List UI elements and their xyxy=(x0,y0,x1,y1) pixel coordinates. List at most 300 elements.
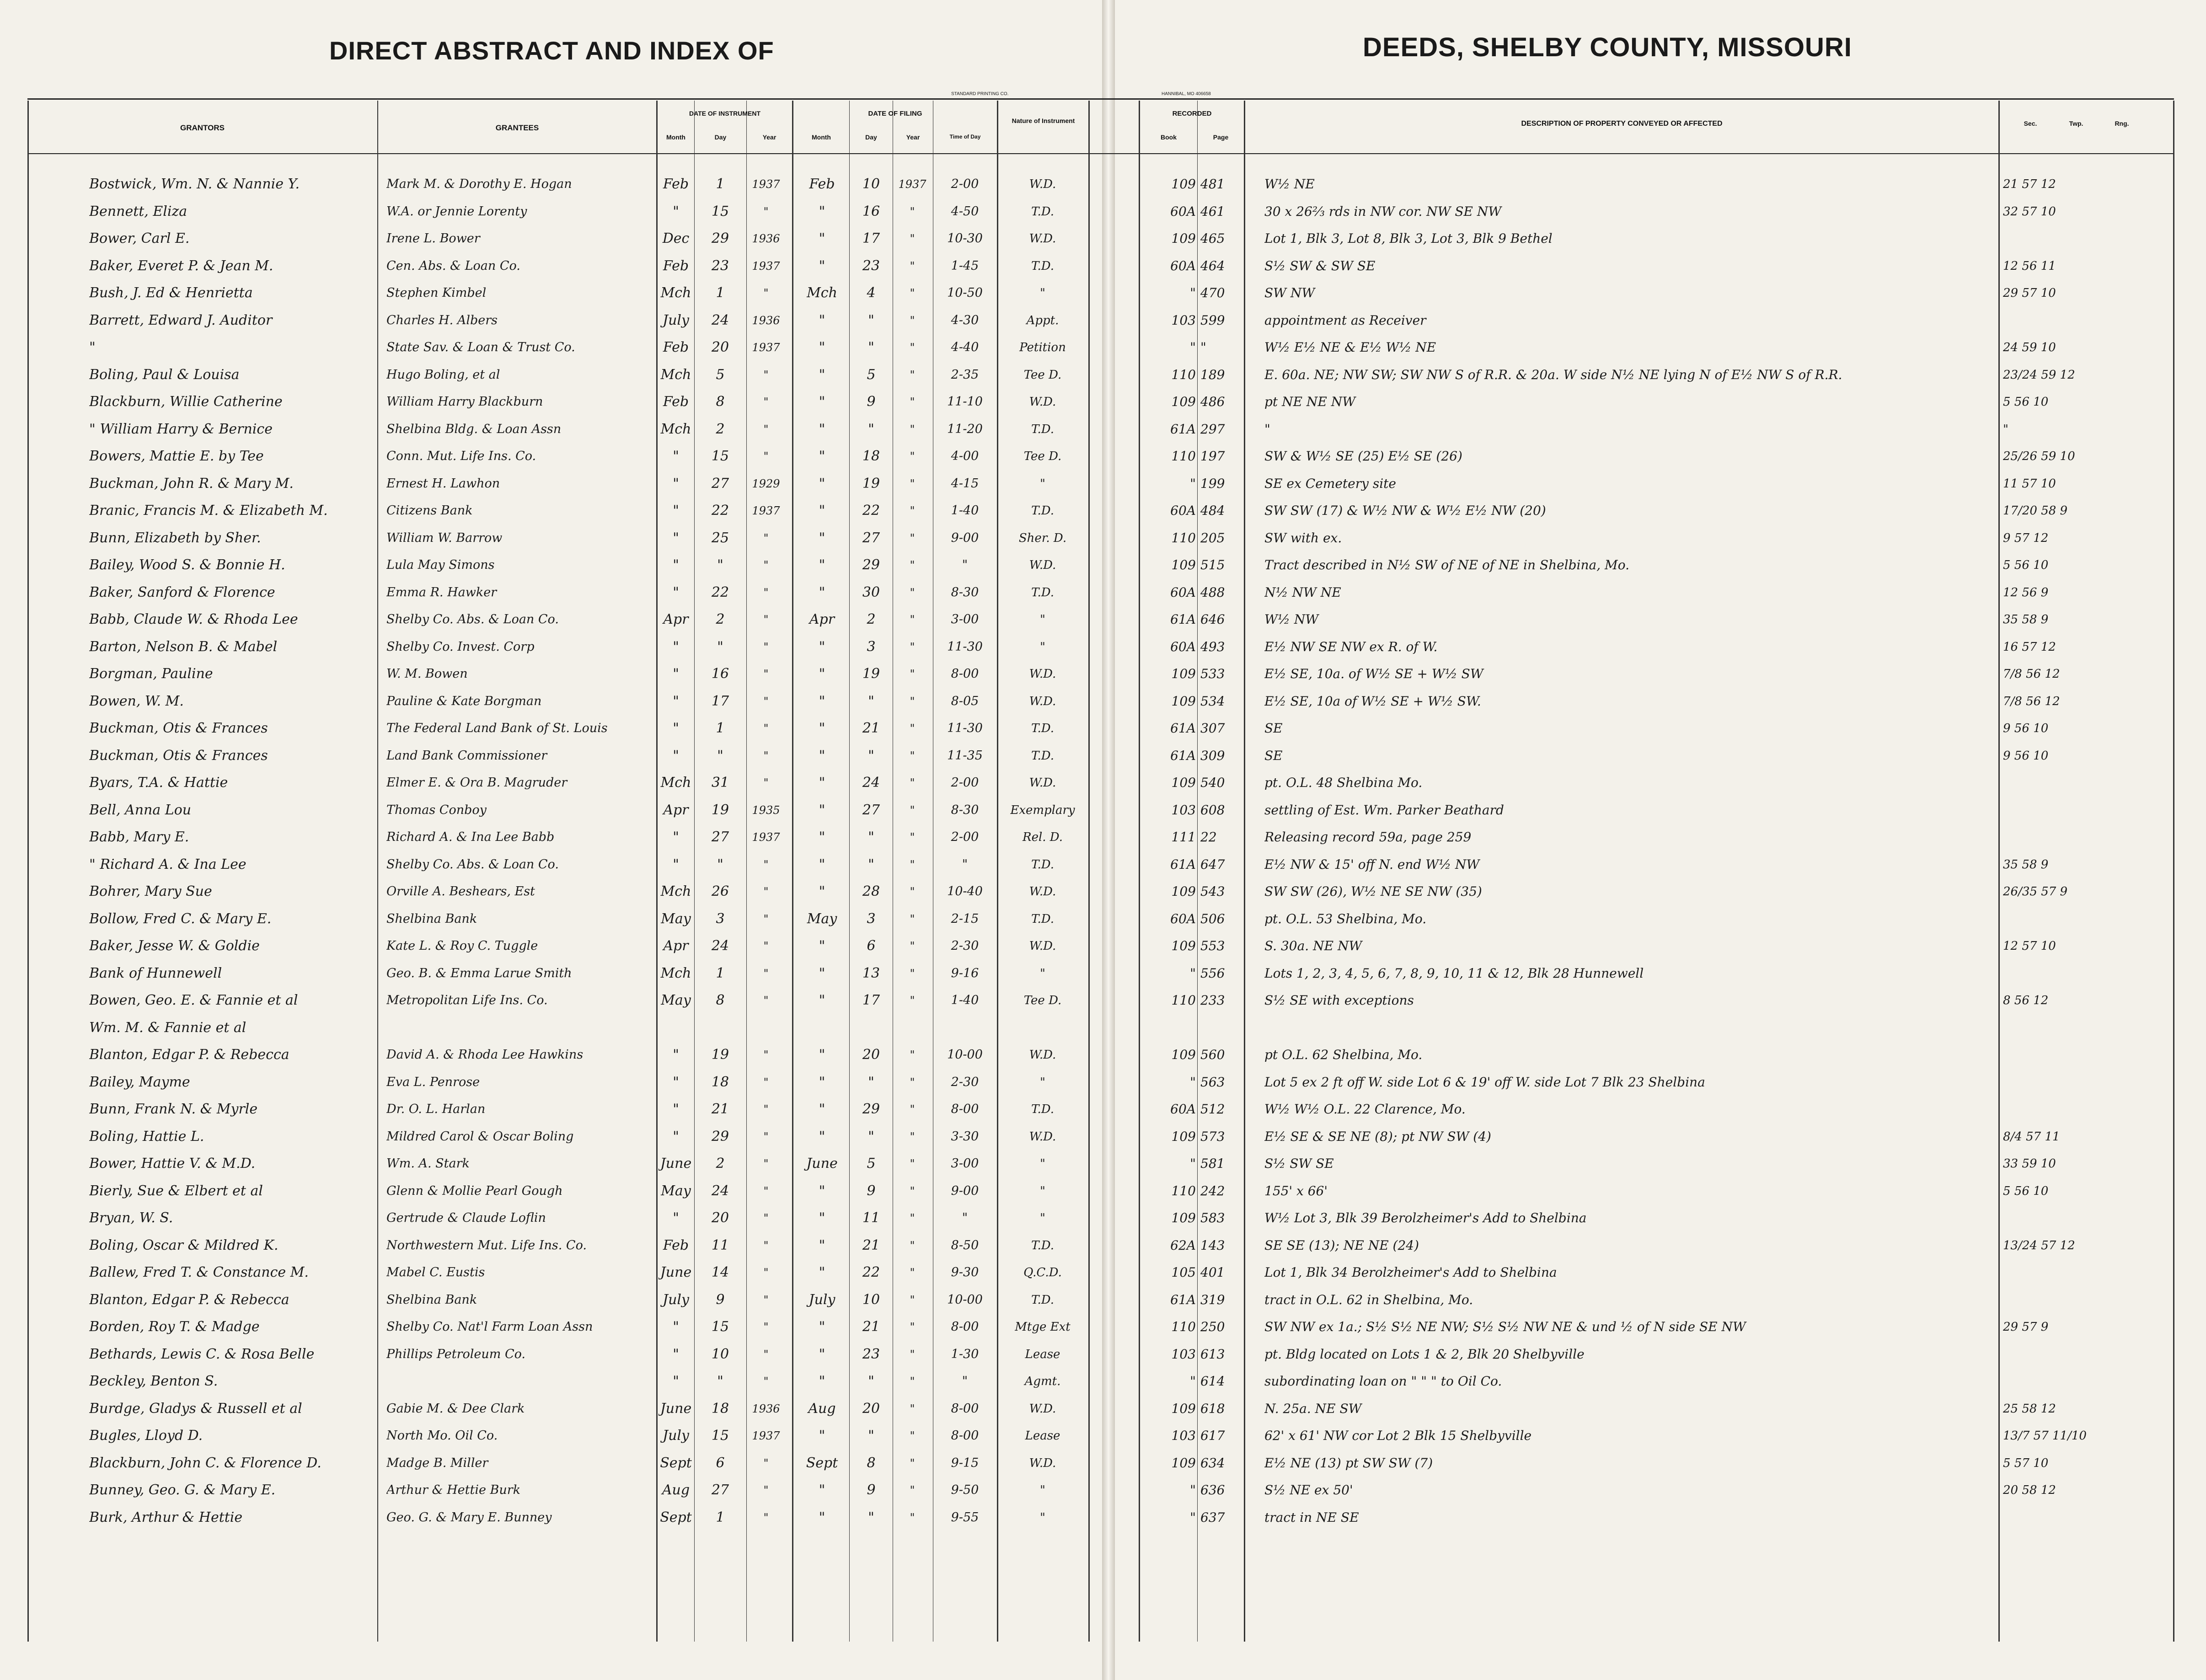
instrument-year-cell: " xyxy=(763,1157,769,1170)
filing-day-cell: 11 xyxy=(862,1210,880,1226)
filing-month-cell: June xyxy=(806,1156,838,1172)
header-description: DESCRIPTION OF PROPERTY CONVEYED OR AFFECTED xyxy=(1521,120,1723,128)
filing-year-cell: " xyxy=(910,1511,915,1524)
description-cell: 30 x 26⅔ rds in NW cor. NW SE NW xyxy=(1264,204,1502,219)
instrument-day-cell: 18 xyxy=(711,1074,729,1090)
page-cell: 512 xyxy=(1200,1102,1225,1117)
grantee-cell: W. M. Bowen xyxy=(386,667,468,681)
sec-twp-rng-cell: 8 56 12 xyxy=(2003,994,2049,1007)
grantee-cell: William W. Barrow xyxy=(386,531,503,545)
instrument-year-cell: 1929 xyxy=(752,477,780,490)
filing-time-cell: 4-40 xyxy=(951,340,979,354)
filing-time-cell: 2-00 xyxy=(951,830,979,844)
nature-cell: W.D. xyxy=(1029,395,1056,409)
grantee-cell: Eva L. Penrose xyxy=(386,1075,480,1089)
filing-month-cell: " xyxy=(819,557,825,573)
filing-day-cell: " xyxy=(868,856,874,872)
description-cell: N. 25a. NE SW xyxy=(1264,1401,1362,1416)
filing-day-cell: 19 xyxy=(862,476,880,492)
page-cell: 484 xyxy=(1200,503,1225,518)
grantor-cell: Barton, Nelson B. & Mabel xyxy=(89,639,278,655)
grantor-cell: Burdge, Gladys & Russell et al xyxy=(89,1401,302,1417)
filing-year-cell: " xyxy=(910,341,915,354)
instrument-year-cell: " xyxy=(763,695,769,708)
filing-month-cell: " xyxy=(819,748,825,764)
instrument-year-cell: " xyxy=(763,1511,769,1524)
filing-month-cell: Apr xyxy=(809,611,835,627)
filing-day-cell: 22 xyxy=(862,1264,880,1280)
filing-month-cell: " xyxy=(819,230,825,246)
sec-twp-rng-cell: 29 57 9 xyxy=(2003,1320,2049,1334)
grantee-cell: Gertrude & Claude Loflin xyxy=(386,1211,546,1225)
filing-month-cell: " xyxy=(819,1428,825,1444)
description-cell: SE xyxy=(1264,721,1283,736)
grantee-cell: William Harry Blackburn xyxy=(386,395,543,409)
instrument-day-cell: 15 xyxy=(711,1428,729,1444)
instrument-day-cell: 29 xyxy=(711,230,729,246)
page-cell: 506 xyxy=(1200,911,1225,926)
sec-twp-rng-cell: 9 56 10 xyxy=(2003,749,2049,763)
grantee-cell: Geo. G. & Mary E. Bunney xyxy=(386,1510,552,1525)
filing-year-cell: " xyxy=(910,940,915,952)
filing-time-cell: 10-30 xyxy=(947,231,983,246)
nature-cell: W.D. xyxy=(1029,177,1056,191)
filing-year-cell: " xyxy=(910,450,915,463)
grantor-cell: Ballew, Fred T. & Constance M. xyxy=(89,1264,309,1280)
filing-time-cell: 1-30 xyxy=(951,1347,979,1361)
book-cell: 60A xyxy=(1170,258,1196,273)
page-cell: 646 xyxy=(1200,612,1225,627)
grantee-cell: Metropolitan Life Ins. Co. xyxy=(386,993,548,1007)
grantor-cell: Bailey, Mayme xyxy=(89,1074,190,1090)
filing-month-cell: " xyxy=(819,1319,825,1335)
book-cell: 111 xyxy=(1171,829,1196,845)
instrument-month-cell: Apr xyxy=(663,611,689,627)
header-book: Book xyxy=(1161,134,1177,141)
nature-cell: T.D. xyxy=(1031,858,1054,872)
instrument-day-cell: 1 xyxy=(716,1509,725,1525)
grantor-cell: Wm. M. & Fannie et al xyxy=(89,1020,246,1036)
filing-day-cell: 6 xyxy=(867,938,876,954)
sec-twp-rng-cell: 13/7 57 11/10 xyxy=(2003,1429,2087,1443)
filing-year-cell: " xyxy=(910,1212,915,1225)
page-cell: 553 xyxy=(1200,938,1225,953)
grantee-cell: W.A. or Jennie Lorenty xyxy=(386,204,527,219)
page-cell: 599 xyxy=(1200,313,1225,328)
instrument-day-cell: 24 xyxy=(711,1183,729,1199)
instrument-year-cell: 1937 xyxy=(752,1429,780,1442)
table-row xyxy=(0,1207,2206,1231)
filing-month-cell: " xyxy=(819,1129,825,1145)
filing-year-cell: " xyxy=(910,1103,915,1116)
instrument-year-cell: " xyxy=(763,1130,769,1143)
description-cell: SE SE (13); NE NE (24) xyxy=(1264,1238,1419,1253)
book-cell: 61A xyxy=(1170,612,1196,627)
book-cell: 61A xyxy=(1170,748,1196,763)
grantee-cell: Shelbina Bank xyxy=(386,912,477,926)
table-row xyxy=(0,771,2206,796)
filing-day-cell: 8 xyxy=(867,1455,876,1471)
filing-day-cell: " xyxy=(868,1509,874,1525)
instrument-day-cell: 1 xyxy=(716,720,725,736)
grantee-cell: Irene L. Bower xyxy=(386,231,480,246)
nature-cell: T.D. xyxy=(1031,1239,1054,1252)
grantor-cell: Bunn, Elizabeth by Sher. xyxy=(89,530,261,546)
table-row xyxy=(0,717,2206,742)
filing-time-cell: 9-16 xyxy=(951,966,979,980)
nature-cell: " xyxy=(1040,1483,1045,1497)
instrument-year-cell: 1937 xyxy=(752,341,780,354)
instrument-month-cell: July xyxy=(663,1428,689,1444)
filing-day-cell: 20 xyxy=(862,1047,880,1063)
grantor-cell: Babb, Mary E. xyxy=(89,829,189,845)
instrument-day-cell: 22 xyxy=(711,503,729,519)
nature-cell: " xyxy=(1040,967,1045,980)
filing-day-cell: " xyxy=(868,421,874,437)
filing-month-cell: " xyxy=(819,203,825,219)
grantor-cell: Buckman, Otis & Frances xyxy=(89,748,268,764)
filing-time-cell: 1-40 xyxy=(951,993,979,1007)
instrument-day-cell: 3 xyxy=(716,911,725,927)
instrument-year-cell: " xyxy=(763,1239,769,1252)
instrument-day-cell: 27 xyxy=(711,1482,729,1498)
instrument-day-cell: 9 xyxy=(716,1292,725,1308)
filing-day-cell: 17 xyxy=(862,992,880,1008)
page-cell: 493 xyxy=(1200,639,1225,654)
instrument-year-cell: " xyxy=(763,369,769,381)
grantor-cell: Burk, Arthur & Hettie xyxy=(89,1509,243,1525)
description-cell: appointment as Receiver xyxy=(1264,313,1426,328)
instrument-day-cell: 2 xyxy=(716,421,725,437)
filing-year-cell: 1937 xyxy=(898,178,926,191)
sec-twp-rng-cell: 16 57 12 xyxy=(2003,640,2056,654)
instrument-day-cell: 6 xyxy=(716,1455,725,1471)
instrument-month-cell: June xyxy=(660,1156,692,1172)
sec-twp-rng-cell: 26/35 57 9 xyxy=(2003,885,2068,899)
instrument-month-cell: Apr xyxy=(663,802,689,818)
sec-twp-rng-cell: 12 57 10 xyxy=(2003,939,2056,953)
instrument-year-cell: " xyxy=(763,1294,769,1306)
grantee-cell: Lula May Simons xyxy=(386,558,495,572)
description-cell: E½ NW SE NW ex R. of W. xyxy=(1264,639,1438,654)
description-cell: W½ NW xyxy=(1264,612,1319,627)
filing-time-cell: 8-05 xyxy=(951,694,979,708)
grantor-cell: Bell, Anna Lou xyxy=(89,802,192,818)
instrument-day-cell: " xyxy=(717,748,723,764)
nature-cell: W.D. xyxy=(1029,232,1056,246)
filing-month-cell: " xyxy=(819,394,825,410)
page-cell: 608 xyxy=(1200,803,1225,818)
filing-year-cell: " xyxy=(910,913,915,926)
filing-day-cell: 3 xyxy=(867,639,876,655)
page-cell: 307 xyxy=(1200,721,1225,736)
nature-cell: " xyxy=(1040,1511,1045,1525)
grantor-cell: " xyxy=(89,339,96,355)
filing-day-cell: 24 xyxy=(862,775,880,791)
filing-month-cell: " xyxy=(819,802,825,818)
filing-day-cell: 5 xyxy=(867,1156,876,1172)
page-cell: 486 xyxy=(1200,394,1225,409)
filing-time-cell: " xyxy=(962,1211,968,1225)
filing-day-cell: 9 xyxy=(867,1482,876,1498)
nature-cell: " xyxy=(1040,286,1045,300)
filing-time-cell: 11-30 xyxy=(947,721,983,735)
instrument-month-cell: " xyxy=(673,476,679,492)
sec-twp-rng-cell: 9 56 10 xyxy=(2003,722,2049,735)
instrument-month-cell: " xyxy=(673,748,679,764)
instrument-year-cell: " xyxy=(763,940,769,952)
instrument-month-cell: Sept xyxy=(660,1455,692,1471)
grantee-cell: Northwestern Mut. Life Ins. Co. xyxy=(386,1238,587,1252)
page-cell: 205 xyxy=(1200,530,1225,546)
instrument-year-cell: " xyxy=(763,396,769,408)
instrument-day-cell: 20 xyxy=(711,1210,729,1226)
nature-cell: Agmt. xyxy=(1024,1375,1061,1388)
book-cell: 103 xyxy=(1171,1428,1196,1443)
nature-cell: T.D. xyxy=(1031,912,1054,926)
filing-month-cell: " xyxy=(819,639,825,655)
table-row xyxy=(0,309,2206,334)
grantee-cell: Mabel C. Eustis xyxy=(386,1265,485,1279)
filing-day-cell: 30 xyxy=(862,584,880,600)
filing-year-cell: " xyxy=(910,1457,915,1470)
grantor-cell: Boling, Paul & Louisa xyxy=(89,367,240,383)
filing-time-cell: 2-00 xyxy=(951,177,979,191)
instrument-day-cell: 17 xyxy=(711,693,729,709)
instrument-year-cell: " xyxy=(763,885,769,898)
filing-year-cell: " xyxy=(910,1294,915,1306)
filing-time-cell: 11-20 xyxy=(947,422,983,436)
filing-day-cell: 21 xyxy=(862,1237,880,1253)
nature-cell: " xyxy=(1040,1157,1045,1171)
table-row xyxy=(0,935,2206,959)
nature-cell: Mtge Ext xyxy=(1015,1320,1071,1334)
grantee-cell: Conn. Mut. Life Ins. Co. xyxy=(386,449,536,463)
filing-year-cell: " xyxy=(910,1402,915,1415)
instrument-day-cell: 22 xyxy=(711,584,729,600)
filing-year-cell: " xyxy=(910,423,915,436)
nature-cell: W.D. xyxy=(1029,885,1056,899)
filing-year-cell: " xyxy=(910,749,915,762)
filing-day-cell: " xyxy=(868,748,874,764)
header-nature: Nature of Instrument xyxy=(1012,117,1075,124)
filing-year-cell: " xyxy=(910,804,915,817)
filing-day-cell: 10 xyxy=(862,176,880,192)
page-cell: 613 xyxy=(1200,1347,1225,1362)
instrument-month-cell: Mch xyxy=(660,965,691,981)
filing-time-cell: 1-40 xyxy=(951,503,979,518)
sec-twp-rng-cell: 32 57 10 xyxy=(2003,205,2056,219)
grantor-cell: Bowers, Mattie E. by Tee xyxy=(89,448,264,464)
grantor-cell: Baker, Everet P. & Jean M. xyxy=(89,258,273,274)
filing-time-cell: 8-00 xyxy=(951,1402,979,1416)
sec-twp-rng-cell: 13/24 57 12 xyxy=(2003,1239,2075,1252)
grantor-cell: Barrett, Edward J. Auditor xyxy=(89,312,273,328)
grantor-cell: Baker, Sanford & Florence xyxy=(89,584,275,600)
grantee-cell: Richard A. & Ina Lee Babb xyxy=(386,830,555,844)
filing-month-cell: Aug xyxy=(808,1401,836,1417)
table-row xyxy=(0,1397,2206,1422)
filing-year-cell: " xyxy=(910,232,915,245)
header-iday: Day xyxy=(714,134,727,141)
filing-month-cell: " xyxy=(819,938,825,954)
filing-day-cell: 17 xyxy=(862,230,880,246)
filing-month-cell: " xyxy=(819,693,825,709)
instrument-month-cell: Mch xyxy=(660,883,691,899)
table-row xyxy=(0,636,2206,660)
instrument-month-cell: Feb xyxy=(663,339,689,355)
instrument-year-cell: " xyxy=(763,641,769,653)
description-cell: Tract described in N½ SW of NE of NE in Shelbina, Mo. xyxy=(1264,557,1629,572)
page-cell: 543 xyxy=(1200,884,1225,899)
sec-twp-rng-cell: 7/8 56 12 xyxy=(2003,695,2060,708)
header-recorded: RECORDED xyxy=(1172,110,1212,118)
instrument-month-cell: Feb xyxy=(663,176,689,192)
nature-cell: Sher. D. xyxy=(1018,531,1067,545)
page-cell: 143 xyxy=(1200,1238,1225,1253)
filing-day-cell: " xyxy=(868,829,874,845)
grantor-cell: Bryan, W. S. xyxy=(89,1210,173,1226)
description-cell: S½ SW SE xyxy=(1264,1156,1334,1171)
table-row xyxy=(0,527,2206,551)
table-row xyxy=(0,1506,2206,1531)
grantee-cell: Shelbina Bank xyxy=(386,1293,477,1307)
filing-month-cell: " xyxy=(819,448,825,464)
grantee-cell: Shelby Co. Abs. & Loan Co. xyxy=(386,857,559,872)
filing-time-cell: 8-00 xyxy=(951,1320,979,1334)
filing-month-cell: " xyxy=(819,1210,825,1226)
filing-year-cell: " xyxy=(910,1484,915,1497)
instrument-year-cell: 1936 xyxy=(752,232,780,245)
grantee-cell: Mark M. & Dorothy E. Hogan xyxy=(386,177,572,191)
book-cell: 61A xyxy=(1170,857,1196,872)
filing-year-cell: " xyxy=(910,831,915,844)
grantor-cell: " Richard A. & Ina Lee xyxy=(89,856,246,872)
sec-twp-rng-cell: 5 56 10 xyxy=(2003,395,2049,409)
instrument-day-cell: 1 xyxy=(716,285,725,301)
page-cell: 481 xyxy=(1200,177,1225,192)
page-cell: 534 xyxy=(1200,694,1225,709)
filing-time-cell: 8-00 xyxy=(951,667,979,681)
nature-cell: W.D. xyxy=(1029,1402,1056,1416)
book-cell: 109 xyxy=(1171,1047,1196,1062)
filing-month-cell: " xyxy=(819,1047,825,1063)
grantor-cell: Blanton, Edgar P. & Rebecca xyxy=(89,1047,289,1063)
nature-cell: Petition xyxy=(1019,341,1066,354)
filing-day-cell: 19 xyxy=(862,666,880,682)
page-cell: 197 xyxy=(1200,449,1225,464)
nature-cell: Q.C.D. xyxy=(1023,1266,1062,1279)
book-cell: 110 xyxy=(1171,1183,1196,1198)
page-cell: 465 xyxy=(1200,231,1225,246)
description-cell: subordinating loan on " " " to Oil Co. xyxy=(1264,1374,1502,1389)
book-cell: 60A xyxy=(1170,639,1196,654)
filing-day-cell: " xyxy=(868,312,874,328)
instrument-day-cell: 5 xyxy=(716,367,725,383)
page-cell: 297 xyxy=(1200,422,1225,437)
table-row xyxy=(0,581,2206,606)
description-cell: E½ SE & SE NE (8); pt NW SW (4) xyxy=(1264,1129,1491,1144)
grantor-cell: Bank of Hunnewell xyxy=(89,965,222,981)
instrument-year-cell: " xyxy=(763,1049,769,1061)
filing-time-cell: 9-15 xyxy=(951,1456,979,1470)
grantor-cell: Boling, Oscar & Mildred K. xyxy=(89,1237,278,1253)
description-cell: tract in O.L. 62 in Shelbina, Mo. xyxy=(1264,1292,1473,1307)
instrument-month-cell: " xyxy=(673,1210,679,1226)
instrument-month-cell: " xyxy=(673,666,679,682)
instrument-year-cell: " xyxy=(763,613,769,626)
sec-twp-rng-cell: 35 58 9 xyxy=(2003,858,2049,872)
filing-year-cell: " xyxy=(910,695,915,708)
page-cell: 319 xyxy=(1200,1292,1225,1307)
instrument-day-cell: 16 xyxy=(711,666,729,682)
grantee-cell: Arthur & Hettie Burk xyxy=(386,1483,521,1497)
filing-year-cell: " xyxy=(910,532,915,545)
instrument-day-cell: " xyxy=(717,1373,723,1389)
nature-cell: Exemplary xyxy=(1010,803,1075,817)
table-row xyxy=(0,1289,2206,1313)
instrument-year-cell: 1936 xyxy=(752,1402,780,1415)
description-cell: SW SW (26), W½ NE SE NW (35) xyxy=(1264,884,1482,899)
grantor-cell: Bailey, Wood S. & Bonnie H. xyxy=(89,557,285,573)
sec-twp-rng-cell: " xyxy=(2003,423,2008,436)
instrument-year-cell: 1936 xyxy=(752,314,780,327)
filing-year-cell: " xyxy=(910,1375,915,1388)
filing-day-cell: 28 xyxy=(862,883,880,899)
filing-year-cell: " xyxy=(910,722,915,735)
instrument-month-cell: Apr xyxy=(663,938,689,954)
filing-day-cell: 9 xyxy=(867,394,876,410)
filing-year-cell: " xyxy=(910,1321,915,1333)
grantee-cell: Madge B. Miller xyxy=(386,1456,488,1470)
sec-twp-rng-cell: 33 59 10 xyxy=(2003,1157,2056,1171)
sec-twp-rng-cell: 8/4 57 11 xyxy=(2003,1130,2060,1144)
page-cell: 470 xyxy=(1200,285,1225,300)
page-cell: 488 xyxy=(1200,585,1225,600)
filing-day-cell: 20 xyxy=(862,1401,880,1417)
instrument-day-cell: 14 xyxy=(711,1264,729,1280)
filing-time-cell: 4-00 xyxy=(951,449,979,463)
nature-cell: T.D. xyxy=(1031,423,1054,436)
page-cell: 401 xyxy=(1200,1265,1225,1280)
grantor-cell: Byars, T.A. & Hattie xyxy=(89,775,228,791)
filing-day-cell: 5 xyxy=(867,367,876,383)
header-time: Time of Day xyxy=(949,134,981,140)
filing-year-cell: " xyxy=(910,504,915,517)
page-cell: 242 xyxy=(1200,1183,1225,1198)
grantee-cell: Geo. B. & Emma Larue Smith xyxy=(386,966,572,980)
nature-cell: W.D. xyxy=(1029,1456,1056,1470)
header-page: Page xyxy=(1213,134,1229,141)
instrument-year-cell: " xyxy=(763,205,769,218)
description-cell: S½ SW & SW SE xyxy=(1264,258,1376,273)
filing-year-cell: " xyxy=(910,1076,915,1089)
nature-cell: " xyxy=(1040,613,1045,626)
instrument-month-cell: Dec xyxy=(662,230,690,246)
table-row xyxy=(0,418,2206,443)
page-cell: 573 xyxy=(1200,1129,1225,1144)
title-right: DEEDS, SHELBY COUNTY, MISSOURI xyxy=(1363,32,1852,62)
instrument-month-cell: " xyxy=(673,829,679,845)
table-row xyxy=(0,989,2206,1014)
book-cell: 109 xyxy=(1171,1401,1196,1416)
instrument-month-cell: " xyxy=(673,1346,679,1362)
filing-day-cell: 9 xyxy=(867,1183,876,1199)
nature-cell: " xyxy=(1040,640,1045,654)
instrument-month-cell: May xyxy=(661,992,691,1008)
filing-day-cell: 13 xyxy=(862,965,880,981)
filing-day-cell: " xyxy=(868,1373,874,1389)
